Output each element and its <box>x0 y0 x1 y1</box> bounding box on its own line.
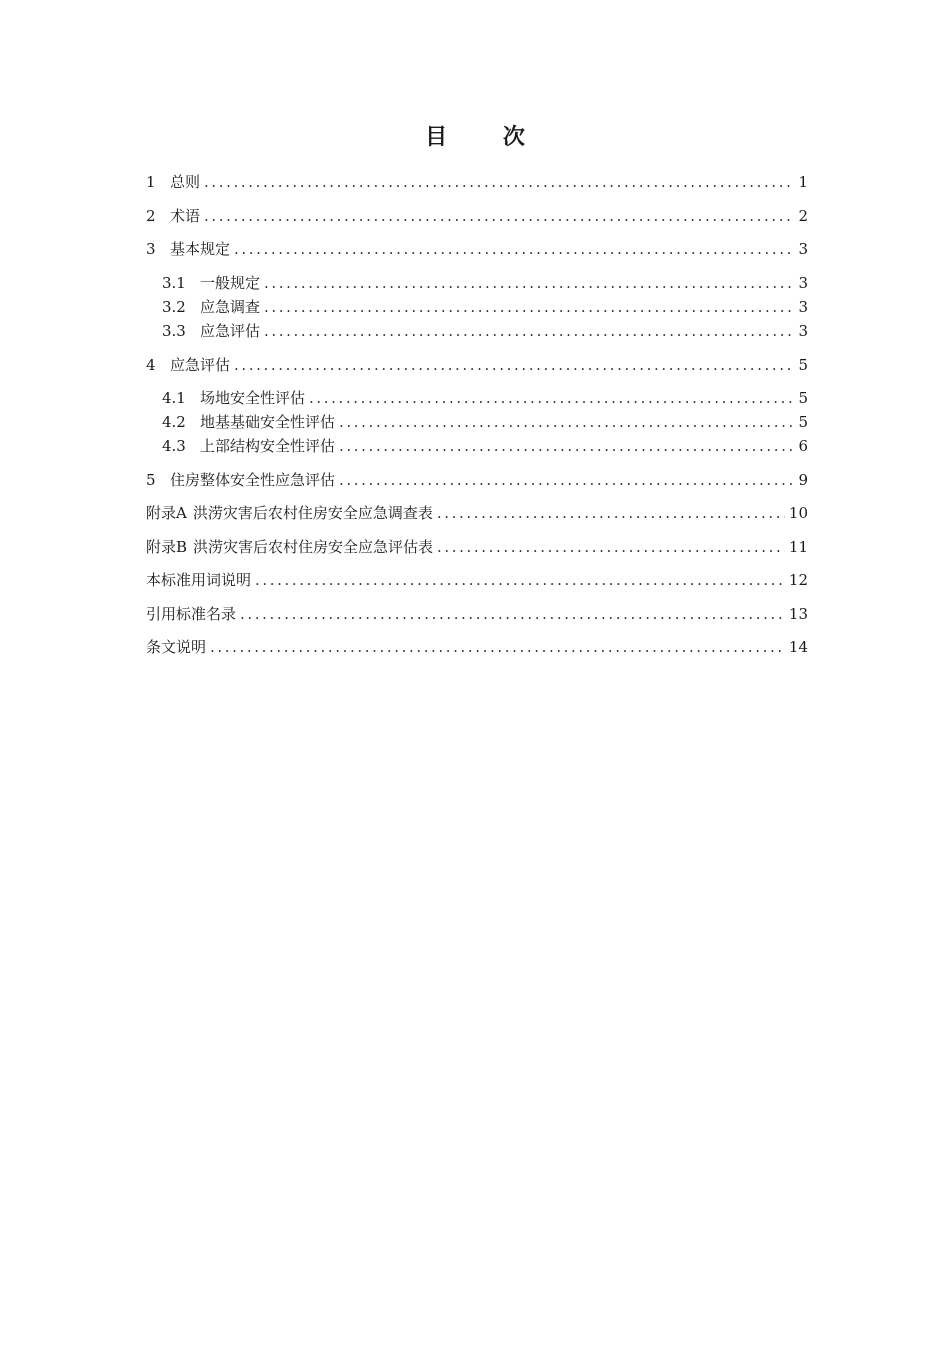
toc-entry-text: 应急评估 <box>170 356 231 374</box>
toc-entry-appendix-a[interactable] <box>146 501 808 525</box>
toc-entry-text: 引用标准名录 <box>146 605 237 623</box>
toc-entry-text: 地基基础安全性评估 <box>200 413 336 431</box>
dot-leader <box>437 535 785 559</box>
toc-entry-page: 1 <box>798 173 808 191</box>
toc-entry-number: 3.3 <box>162 322 186 340</box>
toc-entry-references[interactable] <box>146 602 808 626</box>
dot-leader <box>264 295 794 319</box>
toc-entry-number: 3.1 <box>162 274 186 292</box>
dot-leader <box>204 170 794 194</box>
toc-entry-text: 本标准用词说明 <box>146 571 252 589</box>
toc-entry-number: 附录B <box>146 538 188 556</box>
toc-entry-text: 应急调查 <box>200 298 261 316</box>
toc-entry-text: 场地安全性评估 <box>200 389 306 407</box>
dot-leader <box>234 237 794 261</box>
toc-entry-4-3[interactable] <box>162 434 808 458</box>
toc-entry-2[interactable] <box>146 204 808 228</box>
toc-entry-text: 一般规定 <box>200 274 261 292</box>
toc-entry-text: 上部结构安全性评估 <box>200 437 336 455</box>
toc-entry-3-3[interactable] <box>162 319 808 343</box>
toc-entry-4-1[interactable] <box>162 386 808 410</box>
toc-entry-number: 3 <box>146 240 156 258</box>
toc-entry-number: 1 <box>146 173 156 191</box>
toc-entry-number: 4 <box>146 356 156 374</box>
dot-leader <box>255 568 785 592</box>
toc-entry-page: 5 <box>798 356 808 374</box>
toc-entry-number: 4.1 <box>162 389 186 407</box>
toc-entry-page: 11 <box>788 538 808 556</box>
dot-leader <box>339 434 794 458</box>
toc-entry-page: 3 <box>798 298 808 316</box>
toc-entry-text: 总则 <box>170 173 201 191</box>
toc-entry-page: 14 <box>788 638 808 656</box>
dot-leader <box>204 204 794 228</box>
toc-entry-page: 12 <box>788 571 808 589</box>
toc-entry-text: 洪涝灾害后农村住房安全应急评估表 <box>193 538 434 556</box>
toc-entry-number: 5 <box>146 471 156 489</box>
toc-title: 目 次 <box>425 124 549 150</box>
toc-entry-number: 附录A <box>146 504 187 522</box>
toc-entry-text: 住房整体安全性应急评估 <box>170 471 336 489</box>
toc-entry-number: 3.2 <box>162 298 186 316</box>
dot-leader <box>339 410 794 434</box>
toc-entry-page: 3 <box>798 322 808 340</box>
dot-leader <box>264 271 794 295</box>
dot-leader <box>210 635 785 659</box>
dot-leader <box>264 319 794 343</box>
toc-entry-text: 基本规定 <box>170 240 231 258</box>
toc-entry-page: 3 <box>798 274 808 292</box>
toc-entry-4-2[interactable] <box>162 410 808 434</box>
dot-leader <box>339 468 794 492</box>
toc-entry-page: 2 <box>798 207 808 225</box>
toc-entry-text: 应急评估 <box>200 322 261 340</box>
toc-entry-terminology[interactable] <box>146 568 808 592</box>
toc-entry-page: 6 <box>798 437 808 455</box>
toc-entry-number: 2 <box>146 207 156 225</box>
dot-leader <box>240 602 785 626</box>
toc-entry-text: 条文说明 <box>146 638 207 656</box>
toc-entry-page: 10 <box>788 504 808 522</box>
toc-entry-page: 13 <box>788 605 808 623</box>
toc-entry-explanation[interactable] <box>146 635 808 659</box>
toc-entry-1[interactable] <box>146 170 808 194</box>
toc-entry-appendix-b[interactable] <box>146 535 808 559</box>
toc-entry-5[interactable] <box>146 468 808 492</box>
dot-leader <box>234 353 794 377</box>
toc-entry-3-1[interactable] <box>162 271 808 295</box>
toc-entry-number: 4.2 <box>162 413 186 431</box>
toc-entry-page: 9 <box>798 471 808 489</box>
toc-entry-page: 5 <box>798 413 808 431</box>
dot-leader <box>437 501 785 525</box>
toc-entry-number: 4.3 <box>162 437 186 455</box>
toc-entry-4[interactable] <box>146 353 808 377</box>
toc-entry-3[interactable] <box>146 237 808 261</box>
toc-entry-page: 5 <box>798 389 808 407</box>
toc-entry-text: 术语 <box>170 207 201 225</box>
dot-leader <box>309 386 794 410</box>
toc-entry-text: 洪涝灾害后农村住房安全应急调查表 <box>192 504 433 522</box>
toc-entry-3-2[interactable] <box>162 295 808 319</box>
toc-entry-page: 3 <box>798 240 808 258</box>
